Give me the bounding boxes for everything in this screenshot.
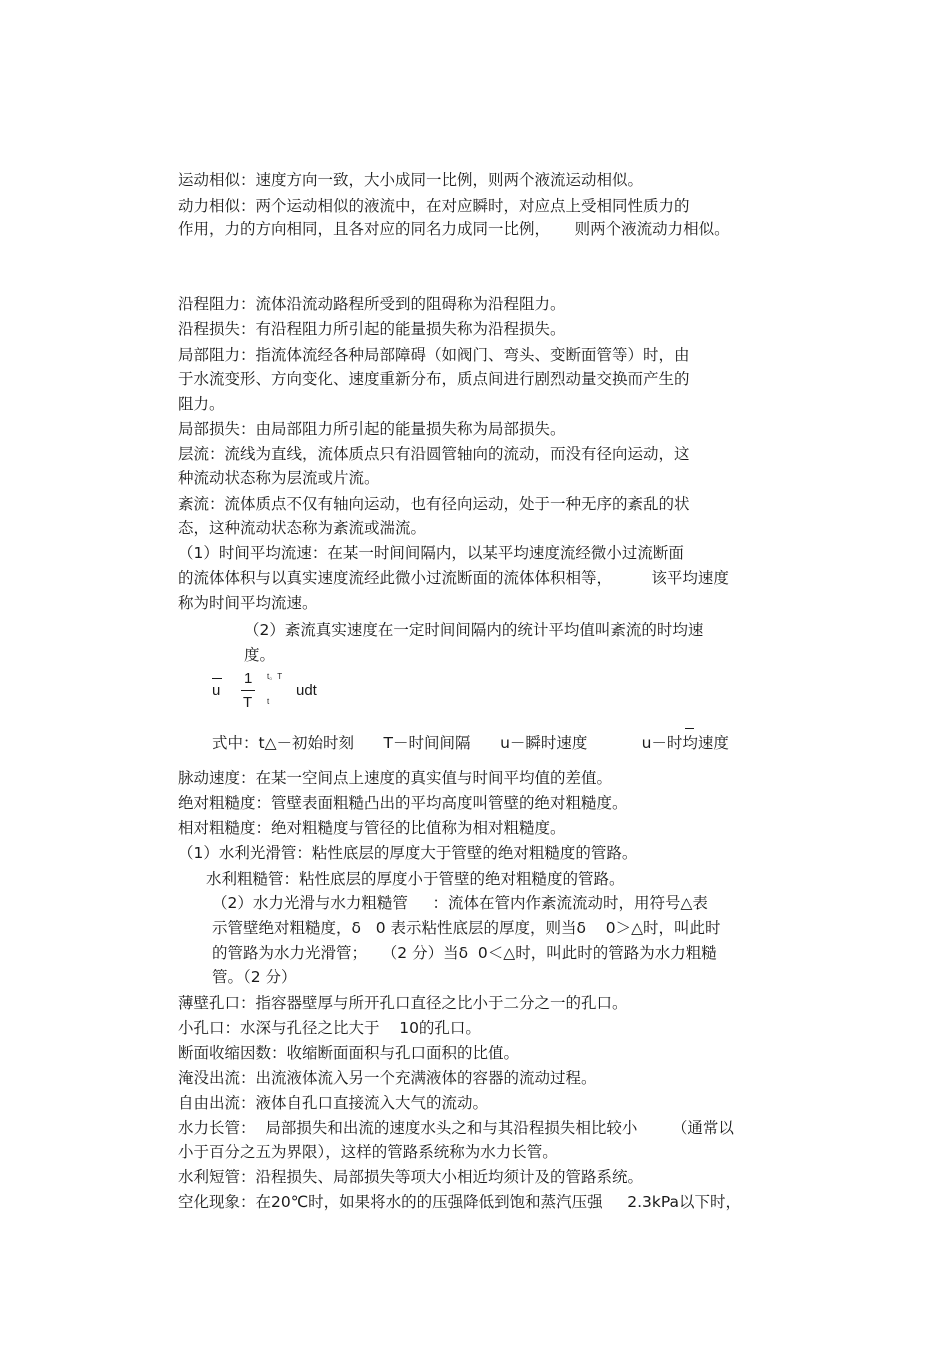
text-line: 态，这种流动状态称为紊流或湍流。 [178,519,427,537]
text-line: 断面收缩因数：收缩断面面积与孔口面积的比值。 [178,1044,520,1062]
text-line: 空化现象：在20℃时，如果将水的的压强降低到饱和蒸汽压强 2.3kPa以下时， [178,1193,742,1211]
text-line: 局部阻力：指流体流经各种局部障碍（如阀门、弯头、变断面管等）时，由 [178,346,690,364]
text-line: 沿程阻力：流体沿流动路程所受到的阻碍称为沿程阻力。 [178,295,566,313]
text-line: 沿程损失：有沿程阻力所引起的能量损失称为沿程损失。 [178,320,566,338]
text-line: （1）时间平均流速：在某一时间间隔内，以某平均速度流经微小过流断面 [178,544,684,562]
text-line: 管。（2 分） [212,968,297,986]
formula-numerator: 1 [244,670,253,687]
text-line: 局部损失：由局部阻力所引起的能量损失称为局部损失。 [178,420,566,438]
text-line: 水力长管： 局部损失和出流的速度水头之和与其沿程损失相比较小 （通常以 [178,1119,734,1137]
text-line: 作用，力的方向相同，且各对应的同名力成同一比例， 则两个液流动力相似。 [178,220,730,238]
text-line: 的管路为水力光滑管； （2 分）当δ 0＜△时，叫此时的管路为水力粗糙 [212,944,717,962]
text-line: 淹没出流：出流液体流入另一个充满液体的容器的流动过程。 [178,1069,597,1087]
text-line: 称为时间平均流速。 [178,594,318,612]
overbar [685,728,694,729]
text-line: 绝对粗糙度：管壁表面粗糙凸出的平均高度叫管壁的绝对粗糙度。 [178,794,628,812]
formula-denominator: T [243,694,253,711]
text-line: 脉动速度：在某一空间点上速度的真实值与时间平均值的差值。 [178,769,613,787]
fraction-bar [241,690,255,691]
text-line: （1）水利光滑管：粘性底层的厚度大于管壁的绝对粗糙度的管路。 [178,844,638,862]
text-line: 种流动状态称为层流或片流。 [178,469,380,487]
text-line: 于水流变形、方向变化、速度重新分布，质点间进行剧烈动量交换而产生的 [178,370,690,388]
formula-lhs: u [212,682,221,699]
integral-lower-limit: t [267,697,270,706]
text-line: 水利短管：沿程损失、局部损失等项大小相近均须计及的管路系统。 [178,1168,644,1186]
text-line: 小于百分之五为界限），这样的管路系统称为水力长管。 [178,1143,558,1161]
text-line: 运动相似：速度方向一致，大小成同一比例，则两个液流运动相似。 [178,171,644,189]
text-line: （2）紊流真实速度在一定时间间隔内的统计平均值叫紊流的时均速 [244,621,704,639]
text-line: 阻力。 [178,395,225,413]
text-line: 度。 [244,646,276,664]
text-line: 层流：流线为直线，流体质点只有沿圆管轴向的流动，而没有径向运动，这 [178,445,690,463]
formula-integrand: udt [296,682,317,699]
text-line: 小孔口：水深与孔径之比大于 10的孔口。 [178,1019,481,1037]
text-line: 紊流：流体质点不仅有轴向运动，也有径向运动，处于一种无序的紊乱的状 [178,495,690,513]
text-line: 相对粗糙度：绝对粗糙度与管径的比值称为相对粗糙度。 [178,819,566,837]
text-line: 薄壁孔口：指容器壁厚与所开孔口直径之比小于二分之一的孔口。 [178,994,628,1012]
text-line: 示管壁绝对粗糙度，δ 0 表示粘性底层的厚度，则当δ 0＞△时，叫此时 [212,919,721,937]
text-line: 水利粗糙管：粘性底层的厚度小于管壁的绝对粗糙度的管路。 [206,870,625,888]
text-line: 动力相似：两个运动相似的液流中，在对应瞬时，对应点上受相同性质力的 [178,197,690,215]
integral-upper-limit: t。T [267,672,283,681]
text-line: 自由出流：液体自孔口直接流入大气的流动。 [178,1094,489,1112]
text-line: （2）水力光滑与水力粗糙管 ：流体在管内作紊流流动时，用符号△表 [212,894,708,912]
text-line: 的流体体积与以真实速度流经此微小过流断面的流体体积相等， 该平均速度 [178,569,729,587]
overbar [212,678,222,679]
text-line: 式中：t△－初始时刻 T－时间间隔 u－瞬时速度 u－时均速度 [212,734,729,752]
